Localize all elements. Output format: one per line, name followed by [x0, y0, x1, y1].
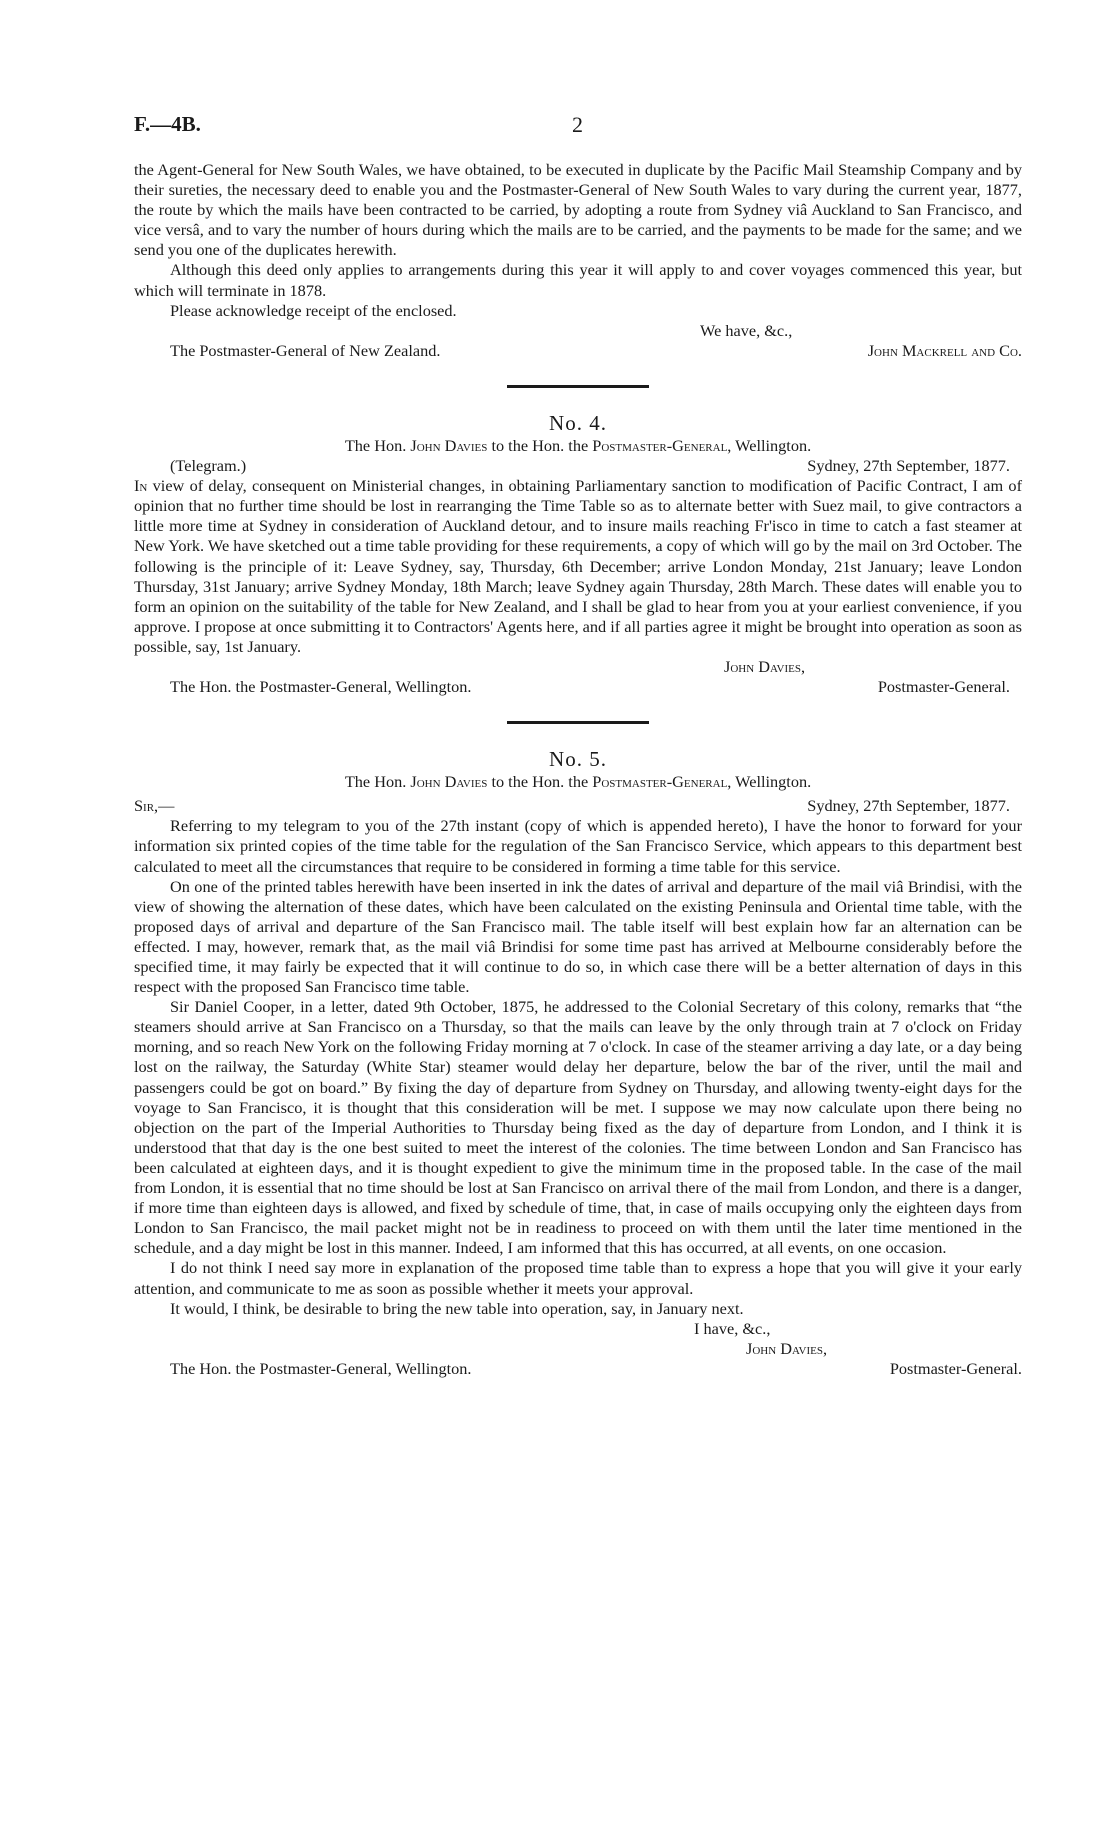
dateline: Sydney, 27th September, 1877. [807, 796, 1010, 816]
paragraph: Although this deed only applies to arrangements during this year it will apply to and cover voyages commenced this year, but which will terminate in 1878. [134, 260, 1022, 300]
addressee: The Hon. the Postmaster-General, Wellington. [170, 1358, 472, 1378]
addressee-row [134, 341, 1022, 361]
closing-row [134, 1319, 1022, 1339]
paragraph: It would, I think, be desirable to bring the new table into operation, say, in January next. [170, 1298, 744, 1318]
addressee-row [134, 677, 1022, 697]
telegram-row [134, 456, 1022, 476]
paragraph: I do not think I need say more in explanation of the proposed time table than to express a hope that you will give it your early attention, and communicate to me as soon as possible whether it meets your approval. [134, 1258, 1022, 1298]
section-divider [507, 721, 649, 724]
signature-row [134, 657, 1022, 677]
signature-name: John Davies, [746, 1338, 828, 1358]
page-content [134, 160, 1022, 1379]
paragraph: Sir Daniel Cooper, in a letter, dated 9th October, 1875, he addressed to the Colonial Secretary of this colony, remarks that “the steamers should arrive at San Francisco on a Thursday, so that the mails can leave by the only through train at 7 o'clock on Friday morning, and so reach New York on the following Friday morning at 7 o'clock. In case of the steamer arriving a day late, or a day being lost on the railway, the Saturday (White Star) steamer would delay her departure, below the bar of the river, until the mail and passengers could be got on board.” By fixing the day of departure from Sydney on Thursday, and allowing twenty-eight days for the voyage to San Francisco, it is thought that this consideration will be met. I suppose we may now calculate upon there being no objection on the part of the Imperial Authorities to Thursday being fixed as the day of departure from London, and I think it is understood that that day is the one best suited to meet the interest of the colonies. The time between London and San Francisco has been calculated at eighteen days, and it is thought expedient to give the minimum time in the proposed table. In the case of the mail from London, it is essential that no time should be lost at San Francisco on arrival there of the mail from London, and there is a danger, if more time than eighteen days is allowed, and fixed by schedule of time, that, in case of mails occupying only the eighteen days from London to San Francisco, the mail packet might not be in readiness to proceed on with them until the later time mentioned in the schedule, and a day might be lost in this manner. Indeed, I am informed that this has occurred, at all events, on one occasion. [134, 997, 1022, 1258]
salutation: Sir,— [134, 796, 175, 816]
sender-name: John Davies [410, 435, 488, 455]
page-header [134, 112, 1022, 142]
section-heading: The Hon. John Davies to the Hon. the Postmaster-General, Wellington. [344, 435, 812, 455]
dateline: Sydney, 27th September, 1877. [807, 456, 1010, 476]
signature-title: Postmaster-General. [877, 677, 1010, 697]
signature: John Mackrell and Co. [867, 340, 1022, 360]
section-divider [507, 385, 649, 388]
addressee-row [134, 1359, 1022, 1379]
closing-row [134, 321, 1022, 341]
page-number: 2 [572, 112, 583, 137]
recipient-office: Postmaster-General, [592, 772, 732, 792]
addressee: The Hon. the Postmaster-General, Wellington. [170, 677, 472, 697]
closing: I have, &c., [694, 1318, 771, 1338]
telegram-label: (Telegram.) [170, 456, 247, 476]
signature-title: Postmaster-General. [889, 1358, 1022, 1378]
recipient-office: Postmaster-General, [592, 435, 732, 455]
section-no-4 [134, 410, 1022, 697]
paragraph: Please acknowledge receipt of the enclosed. [170, 300, 457, 320]
paragraph: the Agent-General for New South Wales, we have obtained, to be executed in duplicate by the Pacific Mail Steamship Company and by their sureties, the necessary deed to enable you and the Postmaster-General of New South Wales to vary during the current year, 1877, the route by which the mails have been contracted to be carried, by adopting a route from Sydney viâ Auckland to San Francisco, and vice versâ, and to vary the number of hours during which the mails are to be carried, and the payments to be made for the same; and we send you one of the duplicates herewith. [134, 160, 1022, 260]
closing: We have, &c., [700, 320, 793, 340]
document-reference: F.—4B. [134, 112, 201, 136]
salutation-row [134, 796, 1022, 816]
signature-row [134, 1339, 1022, 1359]
signature-name: John Davies, [724, 656, 806, 676]
addressee: The Postmaster-General of New Zealand. [170, 340, 441, 360]
paragraph: On one of the printed tables herewith have been inserted in ink the dates of arrival and departure of the mail viâ Brindisi, with the view of showing the alternation of these dates, which have been calculated on the existing Peninsula and Oriental time table, with the proposed days of arrival and departure of the San Francisco mail. The table itself will best explain how far an alternation can be effected. I may, however, remark that, as the mail viâ Brindisi for some time past has arrived at Melbourne considerably before the specified time, it may fairly be expected that it will continue to do so, in which case there will be a better alternation of days in this respect with the proposed San Francisco time table. [134, 876, 1022, 997]
letter-3-continuation [134, 160, 1022, 361]
paragraph: Referring to my telegram to you of the 27th instant (copy of which is appended hereto), I have the honor to forward for your information six printed copies of the time table for the regulation of the San Francisco Service, which appears to this department best calculated to meet all the circumstances that require to be considered in forming a time table for this service. [134, 816, 1022, 876]
section-no-5 [134, 746, 1022, 1379]
sender-name: John Davies [410, 772, 488, 792]
paragraph: In view of delay, consequent on Ministerial changes, in obtaining Parliamentary sanction to modification of Pacific Contract, I am of opinion that no further time should be lost in rearranging the Time Table so as to alternate better with Suez mail, to give contractors a little more time at Sydney in consideration of Auckland detour, and to insure mails reaching Fr'isco in time to catch a fast steamer at New York. We have sketched out a time table providing for these requirements, a copy of which will go by the mail on 3rd October. The following is the principle of it: Leave Sydney, say, Thursday, 6th December; arrive London Monday, 21st January; leave London Thursday, 31st January; arrive Sydney Monday, 18th March; leave Sydney again Thursday, 28th March. These dates will enable you to form an opinion on the suitability of the table for New Zealand, and I shall be glad to hear from you at your earliest convenience, if you approve. I propose at once submitting it to Contractors' Agents here, and if all parties agree it might be brought into operation as soon as possible, say, 1st January. [134, 476, 1022, 656]
section-title: No. 5. [549, 747, 607, 772]
section-heading: The Hon. John Davies to the Hon. the Postmaster-General, Wellington. [344, 772, 812, 792]
section-title: No. 4. [549, 410, 607, 435]
